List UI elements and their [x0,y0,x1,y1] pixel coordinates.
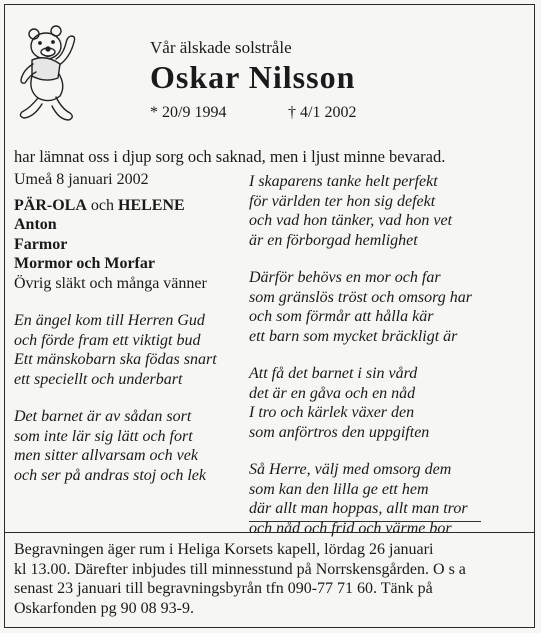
right-poem-stanza-3 [249,364,534,442]
poem-line: som kan den lilla ge ett hem [249,480,429,498]
deceased-name: Oskar Nilsson [150,59,356,95]
poem-line: för världen ter hon sig defekt [249,192,436,210]
poem-line: men sitter allvarsam och vek [14,447,198,464]
death-date: † 4/1 2002 [288,104,357,121]
poem-line: I tro och kärlek växer den [249,404,415,421]
mother-name: HELENE [118,196,185,214]
family-line-sibling: Anton [14,216,57,233]
right-column-poem [249,172,534,556]
cartoon-bear-illustration [14,22,92,130]
poem-line: Ett mänskobarn ska födas snart [14,351,217,368]
poem-line: och vad hon tänker, vad hon vet [249,212,453,229]
poem-line: och ser på andras stoj och lek [14,466,206,484]
left-column [14,170,244,485]
family-line-others: Övrig släkt och många vänner [14,274,207,292]
family-line-farmor: Farmor [14,235,68,253]
poem-line: som inte lär sig lätt och fort [14,427,193,445]
poem-line: ett speciellt och underbart [14,370,183,388]
poem-line: Att få det barnet i sin vård [249,365,418,382]
family-line-grandparents: Mormor och Morfar [14,255,155,272]
funeral-info [14,540,526,618]
poem-line: och som förmår att hålla kär [249,308,434,325]
pre-name-line: Vår älskade solstråle [150,38,292,57]
poem-line: Det barnet är av sådan sort [14,408,192,425]
left-poem-stanza-1 [14,311,244,389]
poem-line: som gränslös tröst och omsorg har [249,288,472,306]
poem-line: som anförtros den uppgiften [249,423,430,441]
poem-line: det är en gåva och en nåd [249,384,416,402]
funeral-info-line: senast 23 januari till begravningsbyrån tfn 090-77 71 60. Tänk på [14,580,433,598]
intro-text: har lämnat oss i djup sorg och saknad, men i ljust minne bevarad. [14,147,446,166]
funeral-info-line: Begravningen äger rum i Heliga Korsets kapell, lördag 26 januari [14,541,434,558]
poem-line: En ängel kom till Herren Gud [14,312,205,329]
poem-line: och nåd och frid och värme bor [249,519,452,537]
conjunction: och [86,196,118,214]
footer-divider [4,532,535,533]
poem-divider [249,521,481,522]
birth-date: * 20/9 1994 [150,104,227,121]
poem-line: Därför behövs en mor och far [249,269,441,286]
right-poem-stanza-4 [249,460,534,538]
place-date: Umeå 8 januari 2002 [14,171,149,188]
left-poem-stanza-2 [14,407,244,485]
family-line-parents [14,196,244,216]
father-name: PÄR-OLA [14,196,87,214]
poem-line: och förde fram ett viktigt bud [14,331,201,349]
poem-line: där allt man hoppas, allt man tror [249,500,468,517]
funeral-info-line: Oskarfonden pg 90 08 93-9. [14,599,194,617]
poem-line: Så Herre, välj med omsorg dem [249,461,452,478]
right-poem-stanza-2 [249,268,534,346]
poem-line: I skaparens tanke helt perfekt [249,173,438,190]
right-poem-stanza-1 [249,172,534,250]
poem-line: ett barn som mycket bräckligt är [249,327,458,345]
funeral-info-line: kl 13.00. Därefter inbjudes till minnesstund på Norrskensgården. O s a [14,560,466,578]
poem-line: är en förborgad hemlighet [249,231,418,249]
